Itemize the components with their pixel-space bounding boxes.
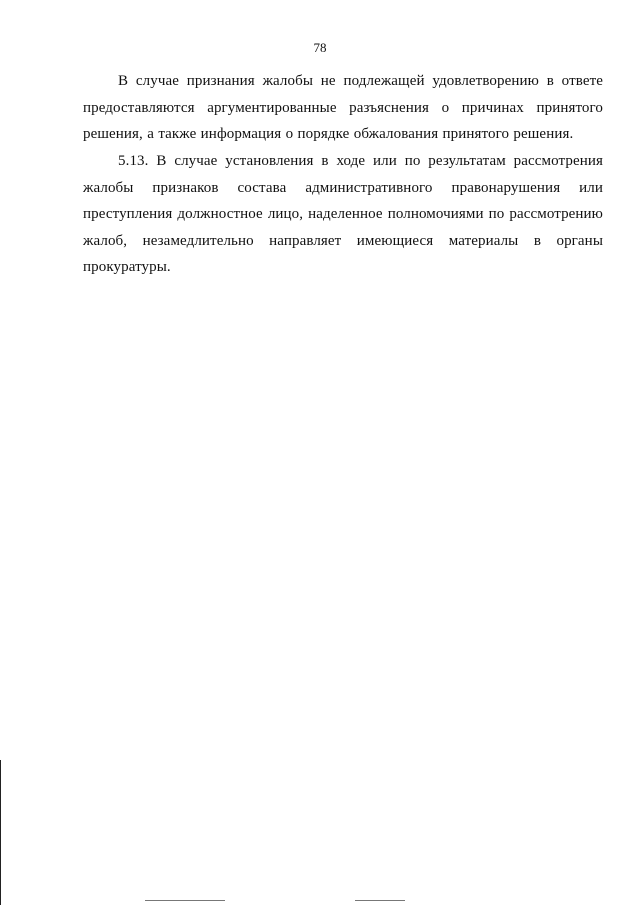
- page-number: 78: [313, 40, 327, 55]
- footer-scan-mark: [145, 900, 225, 901]
- footer-scan-mark: [355, 900, 405, 901]
- scan-edge-line: [0, 760, 1, 905]
- paragraph-complaint-rejection: В случае признания жалобы не подлежащей удовлетворению в ответе предоставляются аргументированные разъяснения о причинах принятого решения, а также информация о порядке обжалования принятого решения.: [83, 73, 603, 142]
- paragraph-5-13: 5.13. В случае установления в ходе или по результатам рассмотрения жалобы признаков состава административного правонарушения или преступления должностное лицо, наделенное полномочиями по рассмотрению жалоб, незамедлительно направляет имеющиеся материалы в органы прокуратуры.: [83, 153, 603, 275]
